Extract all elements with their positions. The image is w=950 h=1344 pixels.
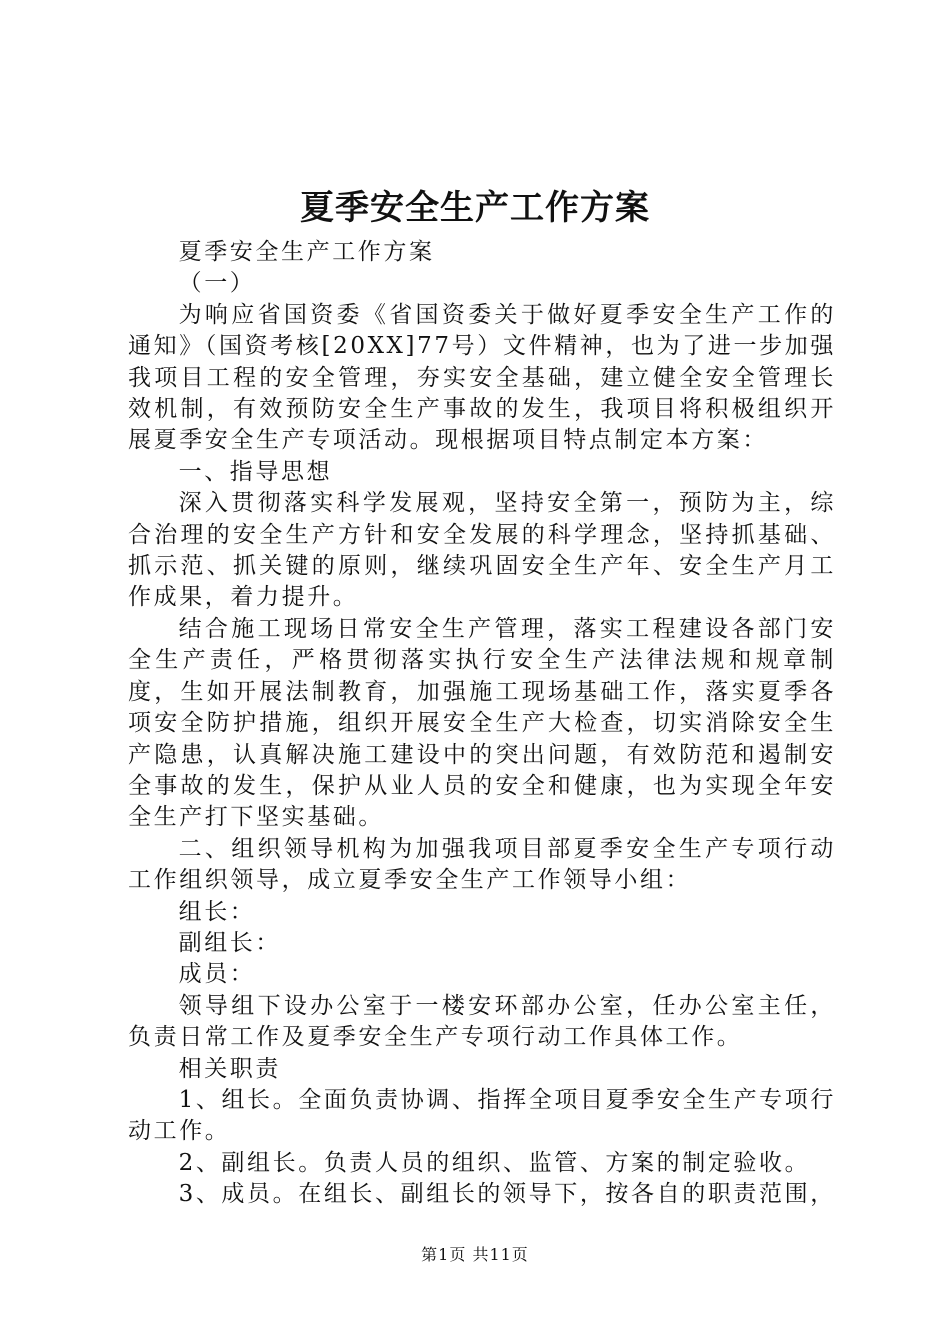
responsibility-item-3: 3、成员。在组长、副组长的领导下，按各自的职责范围， — [178, 1181, 836, 1208]
responsibility-item-1: 1、组长。全面负责协调、指挥全项目夏季安全生产专项行动工作。 — [128, 1086, 836, 1145]
organization-paragraph: 二、组织领导机构为加强我项目部夏季安全生产专项行动工作组织领导，成立夏季安全生产工作领导小组： — [128, 835, 836, 894]
heading-guiding-thought: 一、指导思想 — [178, 458, 333, 485]
section-number-paragraph: （一） — [178, 270, 256, 297]
deputy-leader-line: 副组长： — [178, 929, 281, 956]
heading-responsibilities: 相关职责 — [178, 1055, 281, 1082]
responsibility-item-2: 2、副组长。负责人员的组织、监管、方案的制定验收。 — [178, 1149, 811, 1176]
leader-line: 组长： — [178, 898, 256, 925]
implementation-paragraph: 结合施工现场日常安全生产管理，落实工程建设各部门安全生产责任，严格贯彻落实执行安全生产法律法规和规章制度，生如开展法制教育，加强施工现场基础工作，落实夏季各项安全防护措施，组织开展安全生产大检查，切实消除安全生产隐患，认真解决施工建设中的突出问题，有效防范和遏制安全事故的发生，保护从业人员的安全和健康，也为实现全年安全生产打下坚实基础。 — [128, 615, 836, 831]
subtitle-paragraph: 夏季安全生产工作方案 — [178, 239, 435, 265]
intro-paragraph: 为响应省国资委《省国资委关于做好夏季安全生产工作的通知》（国资考核[20XX]77号）文件精神，也为了进一步加强我项目工程的安全管理，夯实安全基础，建立健全安全管理长效机制，有效预防安全生产事故的发生，我项目将积极组织开展夏季安全生产专项活动。现根据项目特点制定本方案： — [128, 301, 836, 454]
guiding-thought-paragraph: 深入贯彻落实科学发展观，坚持安全第一，预防为主，综合治理的安全生产方针和安全发展的科学理念，坚持抓基础、抓示范、抓关键的原则，继续巩固安全生产年、安全生产月工作成果，着力提升。 — [128, 490, 836, 611]
page-footer: 第1页 共11页 — [421, 1245, 529, 1264]
office-paragraph: 领导组下设办公室于一楼安环部办公室，任办公室主任，负责日常工作及夏季安全生产专项行动工作具体工作。 — [128, 992, 836, 1051]
members-line: 成员： — [178, 961, 256, 988]
document-title: 夏季安全生产工作方案 — [300, 188, 650, 228]
document-body — [128, 237, 836, 1211]
